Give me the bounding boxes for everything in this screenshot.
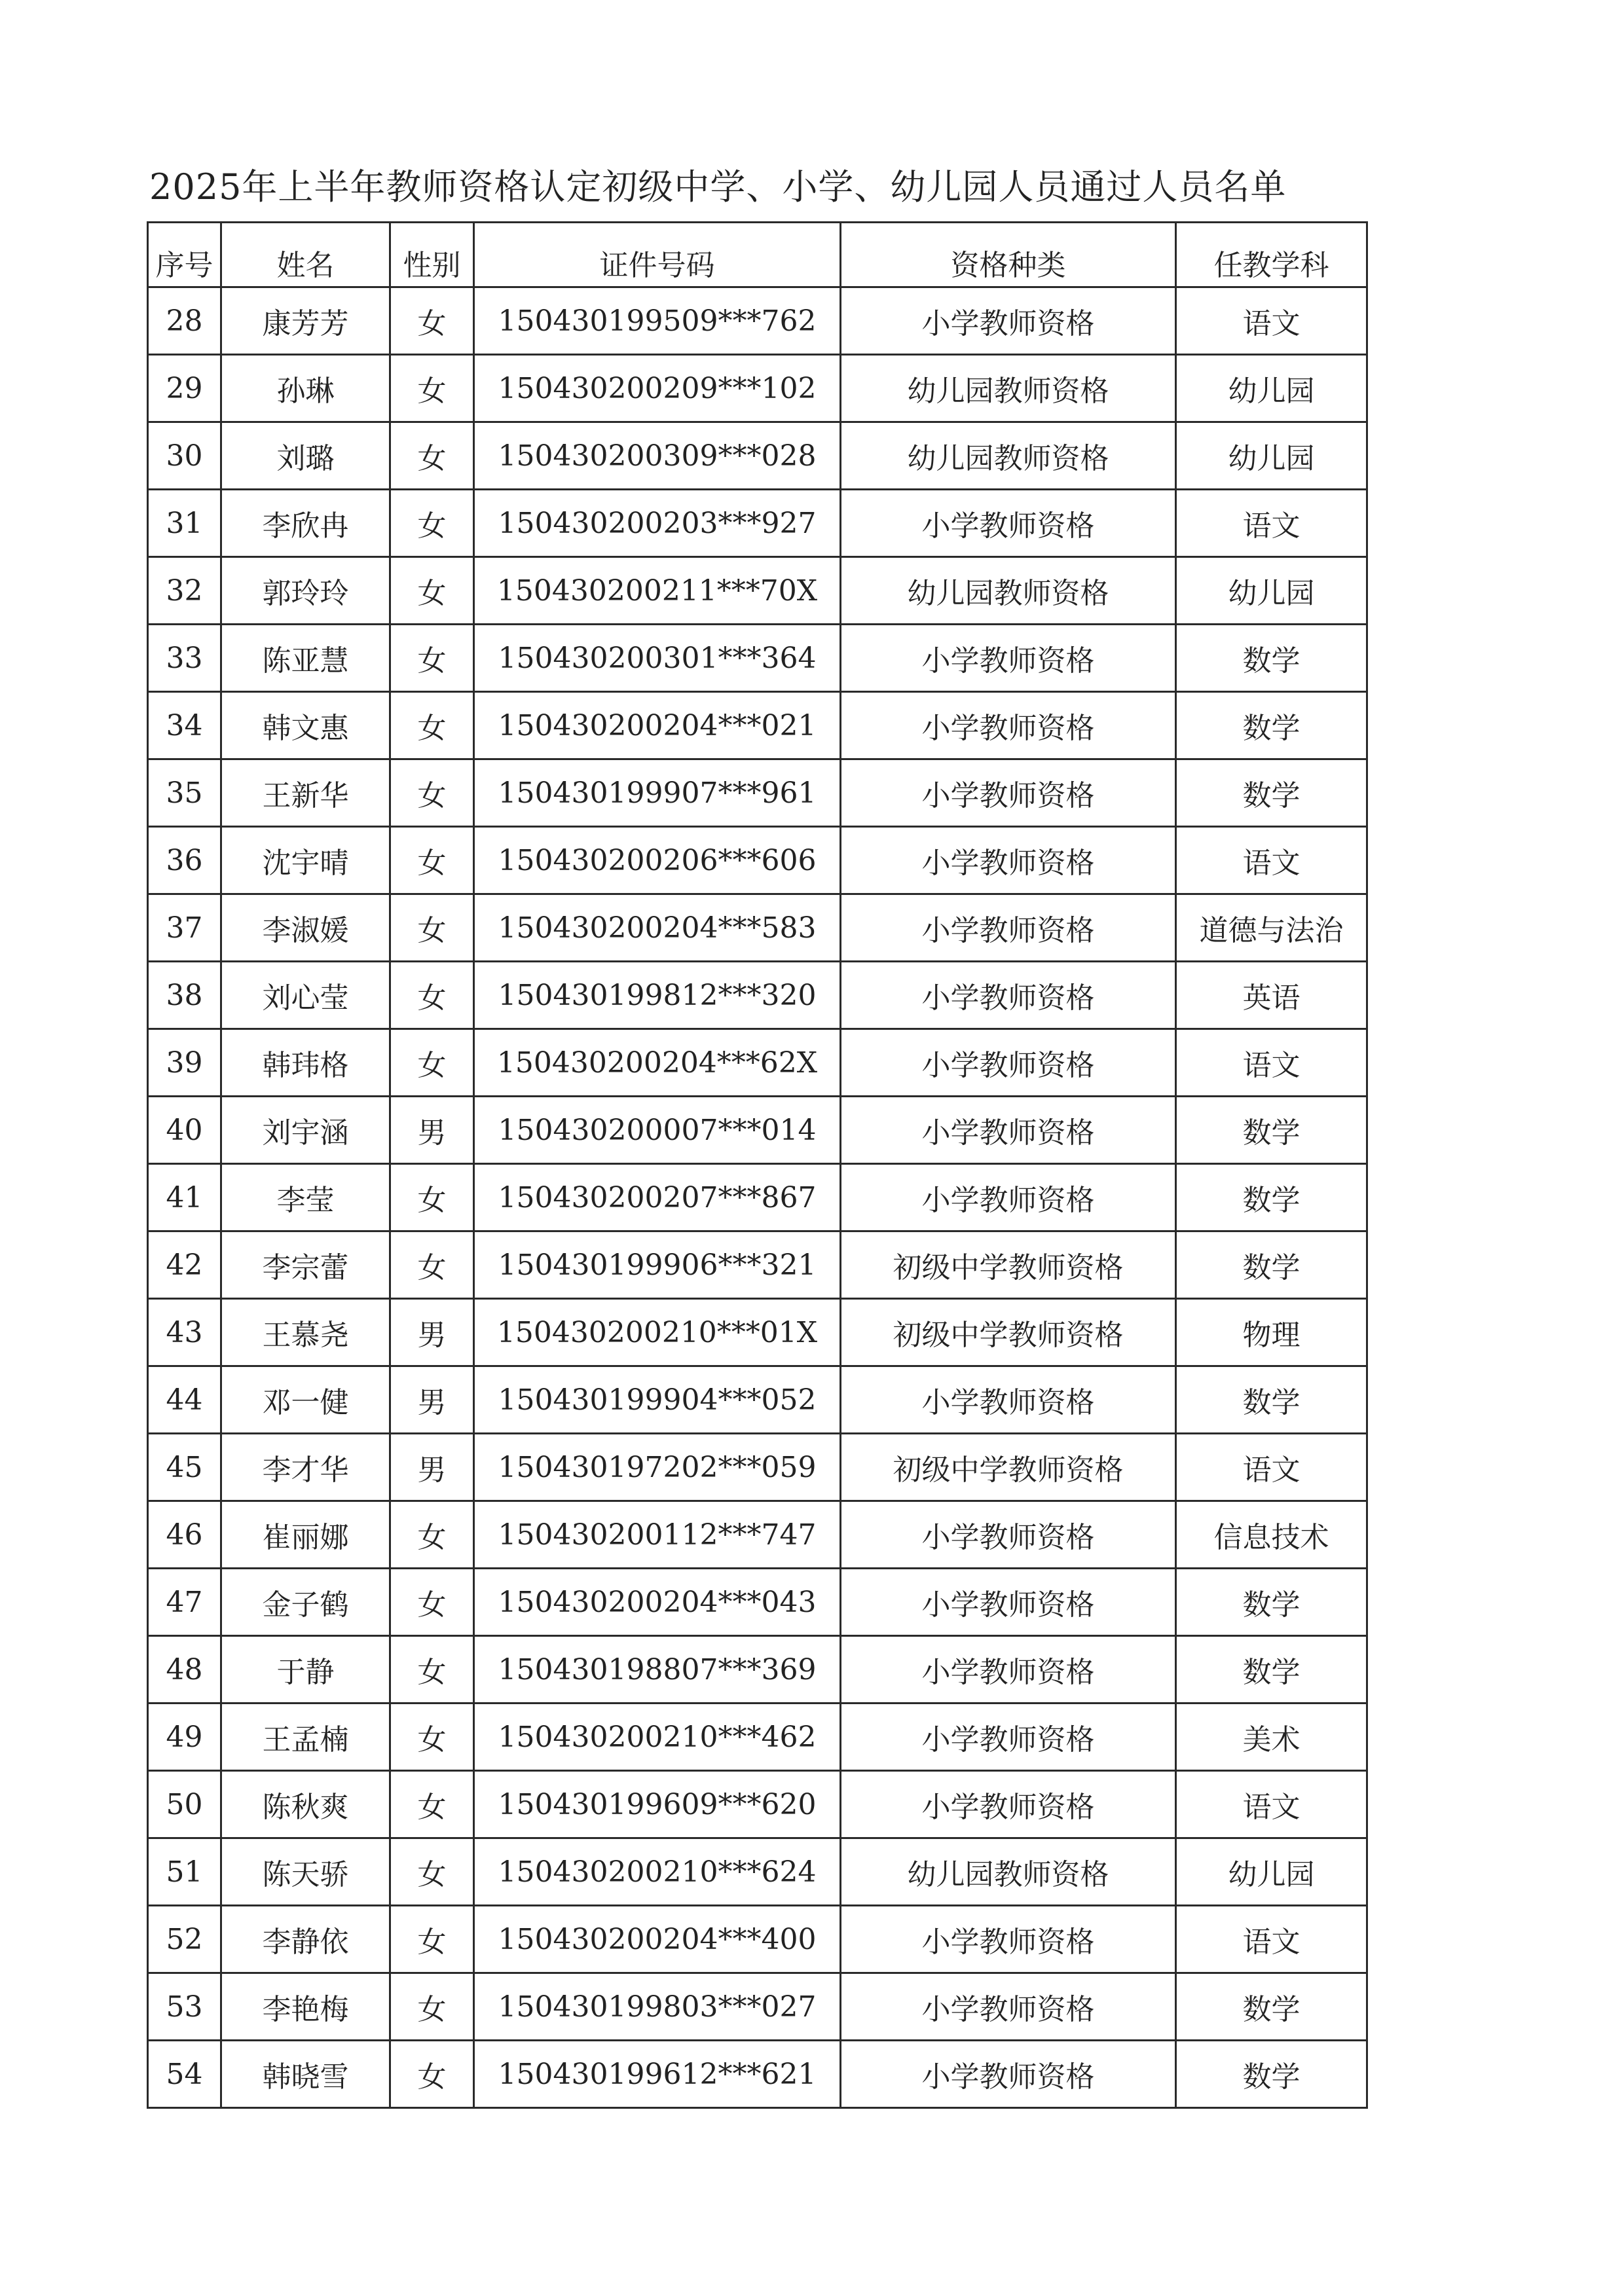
qualification-type-cell: 小学教师资格 [841,1973,1176,2041]
gender-cell: 女 [390,759,474,827]
teaching-subject-cell: 美术 [1176,1704,1367,1771]
name-cell: 崔丽娜 [221,1501,390,1569]
serial-number-cell: 29 [148,355,221,422]
gender-cell: 女 [390,1501,474,1569]
id-number-cell: 150430200309***028 [474,422,841,490]
name-cell: 韩晓雪 [221,2041,390,2108]
serial-number-cell: 31 [148,490,221,557]
serial-number-cell: 47 [148,1569,221,1636]
qualification-type-cell: 幼儿园教师资格 [841,422,1176,490]
teaching-subject-cell: 数学 [1176,1231,1367,1299]
gender-cell: 女 [390,1636,474,1704]
teaching-subject-cell: 语文 [1176,1029,1367,1097]
id-number-cell: 150430199803***027 [474,1973,841,2041]
serial-number-cell: 41 [148,1164,221,1231]
table-row [148,625,1367,692]
id-number-cell: 150430200204***043 [474,1569,841,1636]
table-row [148,1029,1367,1097]
qualification-type-cell: 幼儿园教师资格 [841,1838,1176,1906]
header-row [148,223,1367,287]
gender-cell: 女 [390,422,474,490]
id-number-cell: 150430200301***364 [474,625,841,692]
teaching-subject-cell: 信息技术 [1176,1501,1367,1569]
gender-cell: 女 [390,1906,474,1973]
teaching-subject-cell: 语文 [1176,490,1367,557]
serial-number-cell: 54 [148,2041,221,2108]
gender-cell: 女 [390,1973,474,2041]
qualification-type-cell: 小学教师资格 [841,287,1176,355]
id-number-cell: 150430200210***01X [474,1299,841,1366]
teaching-subject-cell: 幼儿园 [1176,355,1367,422]
teaching-subject-cell: 数学 [1176,1097,1367,1164]
name-cell: 韩玮格 [221,1029,390,1097]
name-cell: 沈宇晴 [221,827,390,894]
qualification-type-cell: 初级中学教师资格 [841,1434,1176,1501]
header-name: 姓名 [221,223,390,287]
id-number-cell: 150430199904***052 [474,1366,841,1434]
teaching-subject-cell: 数学 [1176,1164,1367,1231]
table-row [148,287,1367,355]
header-teaching-subject: 任教学科 [1176,223,1367,287]
name-cell: 陈亚慧 [221,625,390,692]
qualification-type-cell: 小学教师资格 [841,1366,1176,1434]
qualification-type-cell: 小学教师资格 [841,1771,1176,1838]
serial-number-cell: 32 [148,557,221,625]
name-cell: 金子鹤 [221,1569,390,1636]
serial-number-cell: 49 [148,1704,221,1771]
qualification-type-cell: 小学教师资格 [841,692,1176,759]
gender-cell: 女 [390,355,474,422]
table-row [148,2041,1367,2108]
header-serial-number: 序号 [148,223,221,287]
name-cell: 李静依 [221,1906,390,1973]
qualification-type-cell: 小学教师资格 [841,1164,1176,1231]
serial-number-cell: 45 [148,1434,221,1501]
name-cell: 李艳梅 [221,1973,390,2041]
gender-cell: 男 [390,1299,474,1366]
teaching-subject-cell: 语文 [1176,1434,1367,1501]
qualification-type-cell: 小学教师资格 [841,1501,1176,1569]
table-row [148,692,1367,759]
table-row [148,1366,1367,1434]
name-cell: 康芳芳 [221,287,390,355]
qualification-type-cell: 幼儿园教师资格 [841,355,1176,422]
name-cell: 李宗蕾 [221,1231,390,1299]
teaching-subject-cell: 数学 [1176,692,1367,759]
teaching-subject-cell: 语文 [1176,1906,1367,1973]
id-number-cell: 150430199609***620 [474,1771,841,1838]
teaching-subject-cell: 数学 [1176,1569,1367,1636]
teaching-subject-cell: 道德与法治 [1176,894,1367,962]
table-row [148,827,1367,894]
teaching-subject-cell: 数学 [1176,1973,1367,2041]
name-cell: 王新华 [221,759,390,827]
table-row [148,1771,1367,1838]
table-row [148,490,1367,557]
name-cell: 刘宇涵 [221,1097,390,1164]
serial-number-cell: 37 [148,894,221,962]
name-cell: 李才华 [221,1434,390,1501]
teaching-subject-cell: 数学 [1176,625,1367,692]
name-cell: 李欣冉 [221,490,390,557]
serial-number-cell: 46 [148,1501,221,1569]
name-cell: 郭玲玲 [221,557,390,625]
id-number-cell: 150430199906***321 [474,1231,841,1299]
gender-cell: 女 [390,625,474,692]
teaching-subject-cell: 物理 [1176,1299,1367,1366]
id-number-cell: 150430199612***621 [474,2041,841,2108]
gender-cell: 女 [390,557,474,625]
qualification-type-cell: 幼儿园教师资格 [841,557,1176,625]
document-title: 2025年上半年教师资格认定初级中学、小学、幼儿园人员通过人员名单 [149,166,1287,208]
table-row [148,422,1367,490]
qualification-type-cell: 小学教师资格 [841,1636,1176,1704]
qualification-type-cell: 小学教师资格 [841,1906,1176,1973]
qualification-type-cell: 小学教师资格 [841,1569,1176,1636]
gender-cell: 女 [390,1569,474,1636]
teaching-subject-cell: 数学 [1176,1636,1367,1704]
name-cell: 李莹 [221,1164,390,1231]
serial-number-cell: 43 [148,1299,221,1366]
name-cell: 王孟楠 [221,1704,390,1771]
serial-number-cell: 30 [148,422,221,490]
name-cell: 刘璐 [221,422,390,490]
gender-cell: 女 [390,1164,474,1231]
table-row [148,1434,1367,1501]
table-row [148,1973,1367,2041]
header-gender: 性别 [390,223,474,287]
gender-cell: 女 [390,894,474,962]
table-row [148,1636,1367,1704]
table-row [148,1838,1367,1906]
serial-number-cell: 52 [148,1906,221,1973]
serial-number-cell: 39 [148,1029,221,1097]
gender-cell: 女 [390,1231,474,1299]
gender-cell: 女 [390,2041,474,2108]
table-row [148,1164,1367,1231]
serial-number-cell: 33 [148,625,221,692]
serial-number-cell: 36 [148,827,221,894]
id-number-cell: 150430199907***961 [474,759,841,827]
gender-cell: 男 [390,1434,474,1501]
table-row [148,1906,1367,1973]
id-number-cell: 150430200210***462 [474,1704,841,1771]
gender-cell: 女 [390,1771,474,1838]
teaching-subject-cell: 英语 [1176,962,1367,1029]
name-cell: 韩文惠 [221,692,390,759]
qualification-type-cell: 小学教师资格 [841,1029,1176,1097]
table-body [148,287,1367,2108]
id-number-cell: 150430200207***867 [474,1164,841,1231]
id-number-cell: 150430197202***059 [474,1434,841,1501]
name-cell: 陈秋爽 [221,1771,390,1838]
serial-number-cell: 51 [148,1838,221,1906]
teaching-subject-cell: 数学 [1176,2041,1367,2108]
qualification-type-cell: 小学教师资格 [841,759,1176,827]
table-row [148,1097,1367,1164]
serial-number-cell: 34 [148,692,221,759]
id-number-cell: 150430200112***747 [474,1501,841,1569]
table-header [148,223,1367,287]
gender-cell: 女 [390,490,474,557]
qualification-type-cell: 小学教师资格 [841,894,1176,962]
qualification-type-cell: 小学教师资格 [841,1097,1176,1164]
id-number-cell: 150430200204***021 [474,692,841,759]
serial-number-cell: 48 [148,1636,221,1704]
teaching-subject-cell: 语文 [1176,287,1367,355]
table-row [148,759,1367,827]
name-cell: 王慕尧 [221,1299,390,1366]
table-row [148,1704,1367,1771]
table-row [148,1231,1367,1299]
name-cell: 陈天骄 [221,1838,390,1906]
gender-cell: 女 [390,1029,474,1097]
serial-number-cell: 42 [148,1231,221,1299]
gender-cell: 女 [390,827,474,894]
serial-number-cell: 28 [148,287,221,355]
id-number-cell: 150430200211***70X [474,557,841,625]
teaching-subject-cell: 语文 [1176,827,1367,894]
id-number-cell: 150430198807***369 [474,1636,841,1704]
teaching-subject-cell: 语文 [1176,1771,1367,1838]
qualification-type-cell: 小学教师资格 [841,625,1176,692]
gender-cell: 女 [390,1704,474,1771]
gender-cell: 女 [390,692,474,759]
id-number-cell: 150430199812***320 [474,962,841,1029]
qualification-type-cell: 初级中学教师资格 [841,1231,1176,1299]
gender-cell: 女 [390,962,474,1029]
table-row [148,1501,1367,1569]
id-number-cell: 150430199509***762 [474,287,841,355]
header-id-number: 证件号码 [474,223,841,287]
serial-number-cell: 35 [148,759,221,827]
header-qualification-type: 资格种类 [841,223,1176,287]
id-number-cell: 150430200210***624 [474,1838,841,1906]
id-number-cell: 150430200204***400 [474,1906,841,1973]
teaching-subject-cell: 数学 [1176,1366,1367,1434]
id-number-cell: 150430200204***583 [474,894,841,962]
qualification-type-cell: 小学教师资格 [841,2041,1176,2108]
serial-number-cell: 44 [148,1366,221,1434]
qualification-type-cell: 小学教师资格 [841,827,1176,894]
id-number-cell: 150430200203***927 [474,490,841,557]
roster-table [147,221,1368,2109]
table-row [148,894,1367,962]
name-cell: 李淑媛 [221,894,390,962]
teaching-subject-cell: 幼儿园 [1176,422,1367,490]
gender-cell: 女 [390,287,474,355]
gender-cell: 男 [390,1097,474,1164]
teaching-subject-cell: 幼儿园 [1176,557,1367,625]
gender-cell: 男 [390,1366,474,1434]
qualification-type-cell: 初级中学教师资格 [841,1299,1176,1366]
table-row [148,557,1367,625]
name-cell: 邓一健 [221,1366,390,1434]
id-number-cell: 150430200204***62X [474,1029,841,1097]
qualification-type-cell: 小学教师资格 [841,962,1176,1029]
table-row [148,962,1367,1029]
qualification-type-cell: 小学教师资格 [841,1704,1176,1771]
serial-number-cell: 53 [148,1973,221,2041]
teaching-subject-cell: 数学 [1176,759,1367,827]
id-number-cell: 150430200007***014 [474,1097,841,1164]
serial-number-cell: 50 [148,1771,221,1838]
serial-number-cell: 40 [148,1097,221,1164]
name-cell: 刘心莹 [221,962,390,1029]
serial-number-cell: 38 [148,962,221,1029]
teaching-subject-cell: 幼儿园 [1176,1838,1367,1906]
table-row [148,355,1367,422]
name-cell: 孙琳 [221,355,390,422]
table-row [148,1299,1367,1366]
name-cell: 于静 [221,1636,390,1704]
id-number-cell: 150430200206***606 [474,827,841,894]
gender-cell: 女 [390,1838,474,1906]
id-number-cell: 150430200209***102 [474,355,841,422]
table-row [148,1569,1367,1636]
qualification-type-cell: 小学教师资格 [841,490,1176,557]
